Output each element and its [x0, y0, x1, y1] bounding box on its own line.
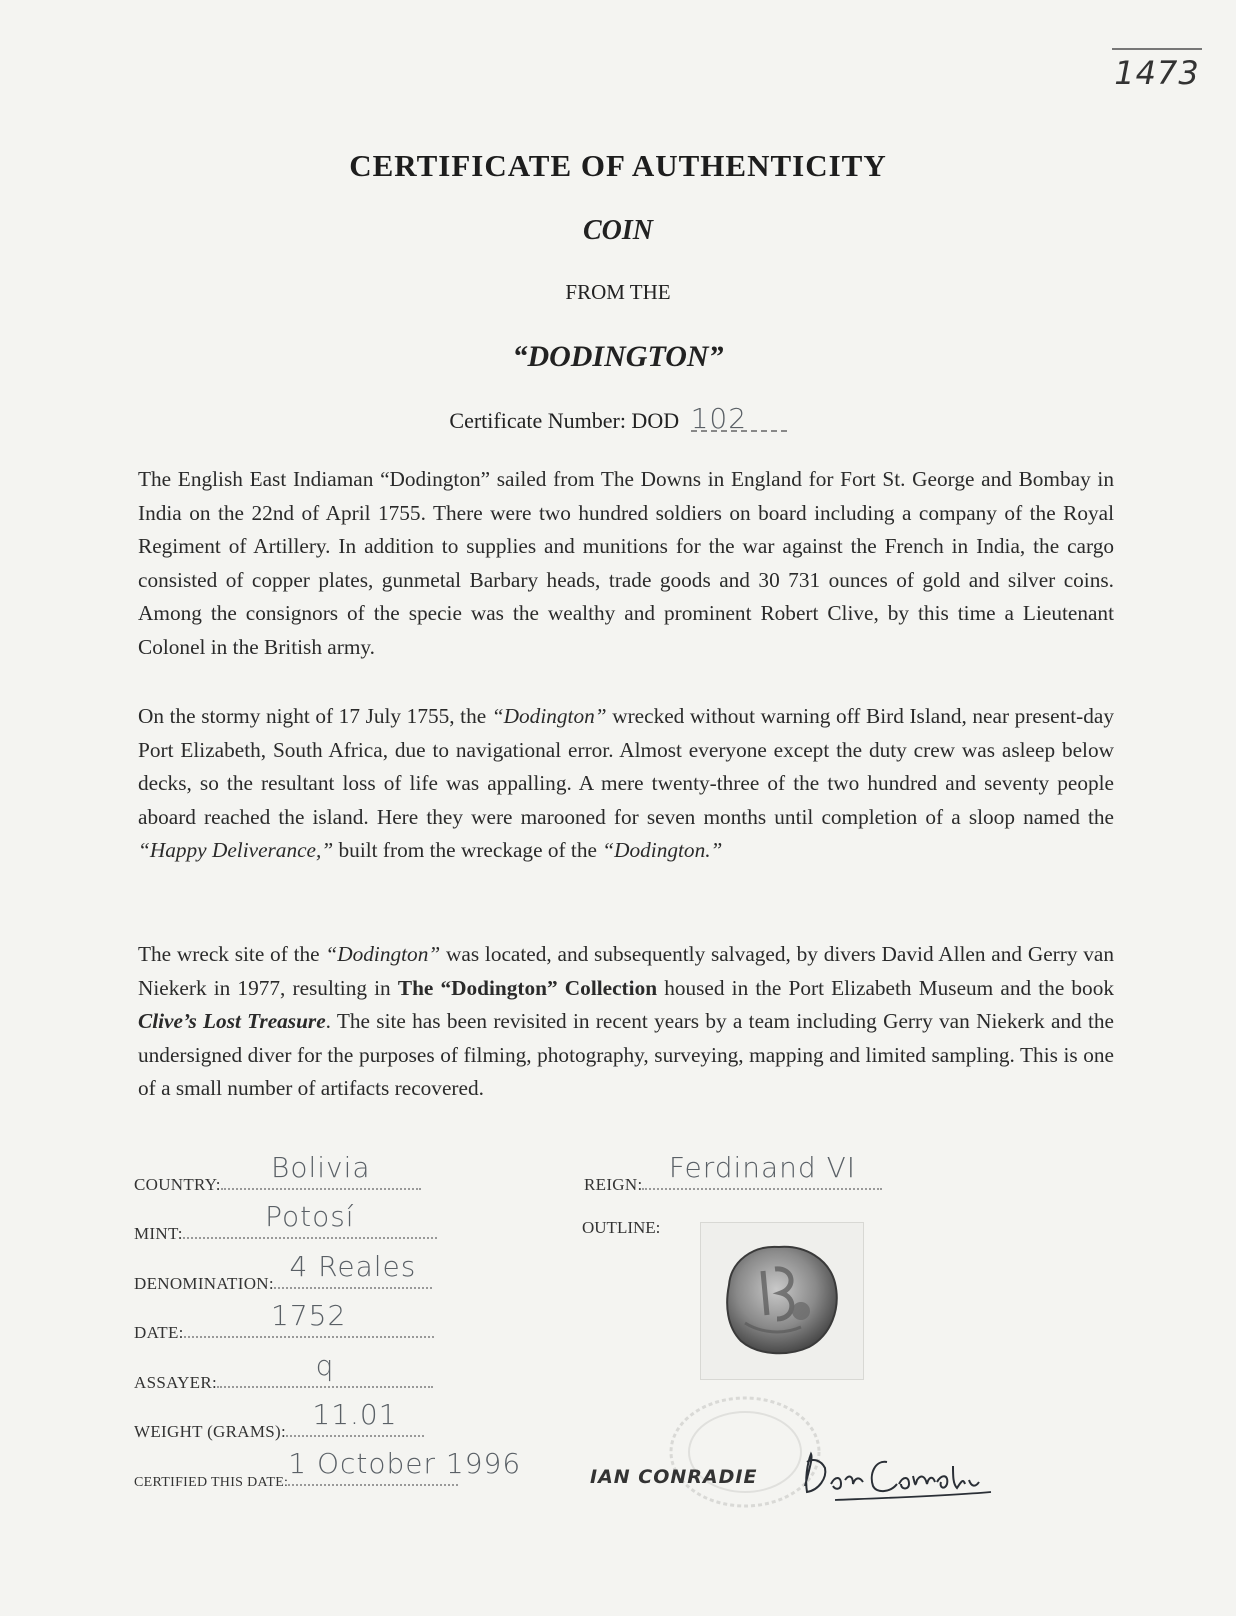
- weight-field: [134, 1398, 424, 1442]
- p3-text-a: The wreck site of the: [138, 942, 320, 966]
- coin-photo: [700, 1222, 864, 1380]
- handwritten-reference-number: 1473: [1112, 48, 1202, 96]
- mint-label: MINT:: [134, 1224, 183, 1243]
- p3-collection-name: The “Dodington” Collection: [397, 975, 658, 1000]
- p3-book-title: Clive’s Lost Treasure: [138, 1009, 326, 1034]
- denomination-label: DENOMINATION:: [134, 1274, 274, 1293]
- date-field: [134, 1299, 434, 1343]
- coin-image: [701, 1223, 863, 1379]
- p2-ship-name-end: “Dodington.”: [602, 838, 723, 863]
- certificate-number-label: Certificate Number: DOD: [449, 408, 680, 433]
- certified-date-label: CERTIFIED THIS DATE:: [134, 1475, 289, 1490]
- certificate-subtitle: COIN: [582, 215, 653, 246]
- country-value: Bolivia: [271, 1151, 371, 1184]
- assayer-field: [134, 1349, 433, 1393]
- country-label: COUNTRY:: [134, 1175, 221, 1194]
- mint-value: Potosí: [265, 1200, 355, 1233]
- p2-ship-name: “Dodington”: [491, 704, 607, 728]
- certificate-number-value: 102: [691, 408, 787, 432]
- p2-text-c: built from the wreckage of the: [338, 838, 597, 863]
- p3-ship-name: “Dodington”: [325, 942, 441, 966]
- p2-text-b: wrecked without warning off Bird Island, near present-day Port Elizabeth, South Africa, due to navigational error. Almost everyone except the duty crew was asleep below decks, so the resultant loss of life was appalling. A mere twenty-three of the two hundred and seventy people aboard reached the island. Here they were marooned for seven months until completion of a sloop named the: [138, 704, 1114, 829]
- history-paragraph-3: [138, 938, 1114, 1106]
- outline-label: OUTLINE:: [582, 1218, 661, 1237]
- from-the-label: FROM THE: [565, 280, 671, 304]
- p3-text-d: . The site has been revisited in recent years by a team including Gerry van Niekerk and the undersigned diver for the purposes of filming, photography, surveying, mapping and limited sampling. This is one of a small number of artifacts recovered.: [138, 1009, 1114, 1101]
- certified-date-field: [134, 1447, 522, 1491]
- certified-date-value: 1 October 1996: [288, 1447, 522, 1480]
- country-field: [134, 1151, 421, 1195]
- history-paragraph-2: [138, 700, 1114, 868]
- history-paragraph-1: The English East Indiaman “Dodington” sailed from The Downs in England for Fort St. George and Bombay in India on the 22nd of April 1755. There were two hundred soldiers on board including a company of the Royal Regiment of Artillery. In addition to supplies and munitions for the war against the French in India, the cargo consisted of copper plates, gunmetal Barbary heads, trade goods and 30 731 ounces of gold and silver coins. Among the consignors of the specie was the wealthy and prominent Robert Clive, by this time a Lieutenant Colonel in the British army.: [138, 467, 1114, 659]
- certificate-number-line: [0, 402, 1236, 435]
- p2-sloop-name: “Happy Deliverance,”: [138, 838, 334, 863]
- signer-name: IAN CONRADIE: [590, 1466, 758, 1488]
- reign-field: [584, 1151, 882, 1195]
- weight-value: 11.01: [312, 1398, 398, 1431]
- denomination-value: 4 Reales: [289, 1250, 417, 1283]
- p3-text-b: was located, and subsequently salvaged, by divers David Allen and Gerry van Niekerk in 1977, resulting in: [138, 942, 1115, 1000]
- p3-text-c: housed in the Port Elizabeth Museum and the book: [664, 975, 1115, 1000]
- weight-label: WEIGHT (GRAMS):: [134, 1422, 286, 1441]
- date-label: DATE:: [134, 1323, 184, 1342]
- p2-text-a: On the stormy night of 17 July 1755, the: [138, 704, 487, 728]
- reign-label: REIGN:: [584, 1175, 643, 1194]
- handwritten-signature: [795, 1440, 995, 1510]
- assayer-value: q: [315, 1349, 335, 1382]
- reign-value: Ferdinand VI: [668, 1151, 857, 1184]
- certificate-title: CERTIFICATE OF AUTHENTICITY: [349, 148, 887, 183]
- mint-field: [134, 1200, 437, 1244]
- assayer-label: ASSAYER:: [134, 1373, 218, 1392]
- ship-name: “DODINGTON”: [512, 340, 724, 373]
- date-value: 1752: [271, 1299, 347, 1332]
- denomination-field: [134, 1250, 432, 1294]
